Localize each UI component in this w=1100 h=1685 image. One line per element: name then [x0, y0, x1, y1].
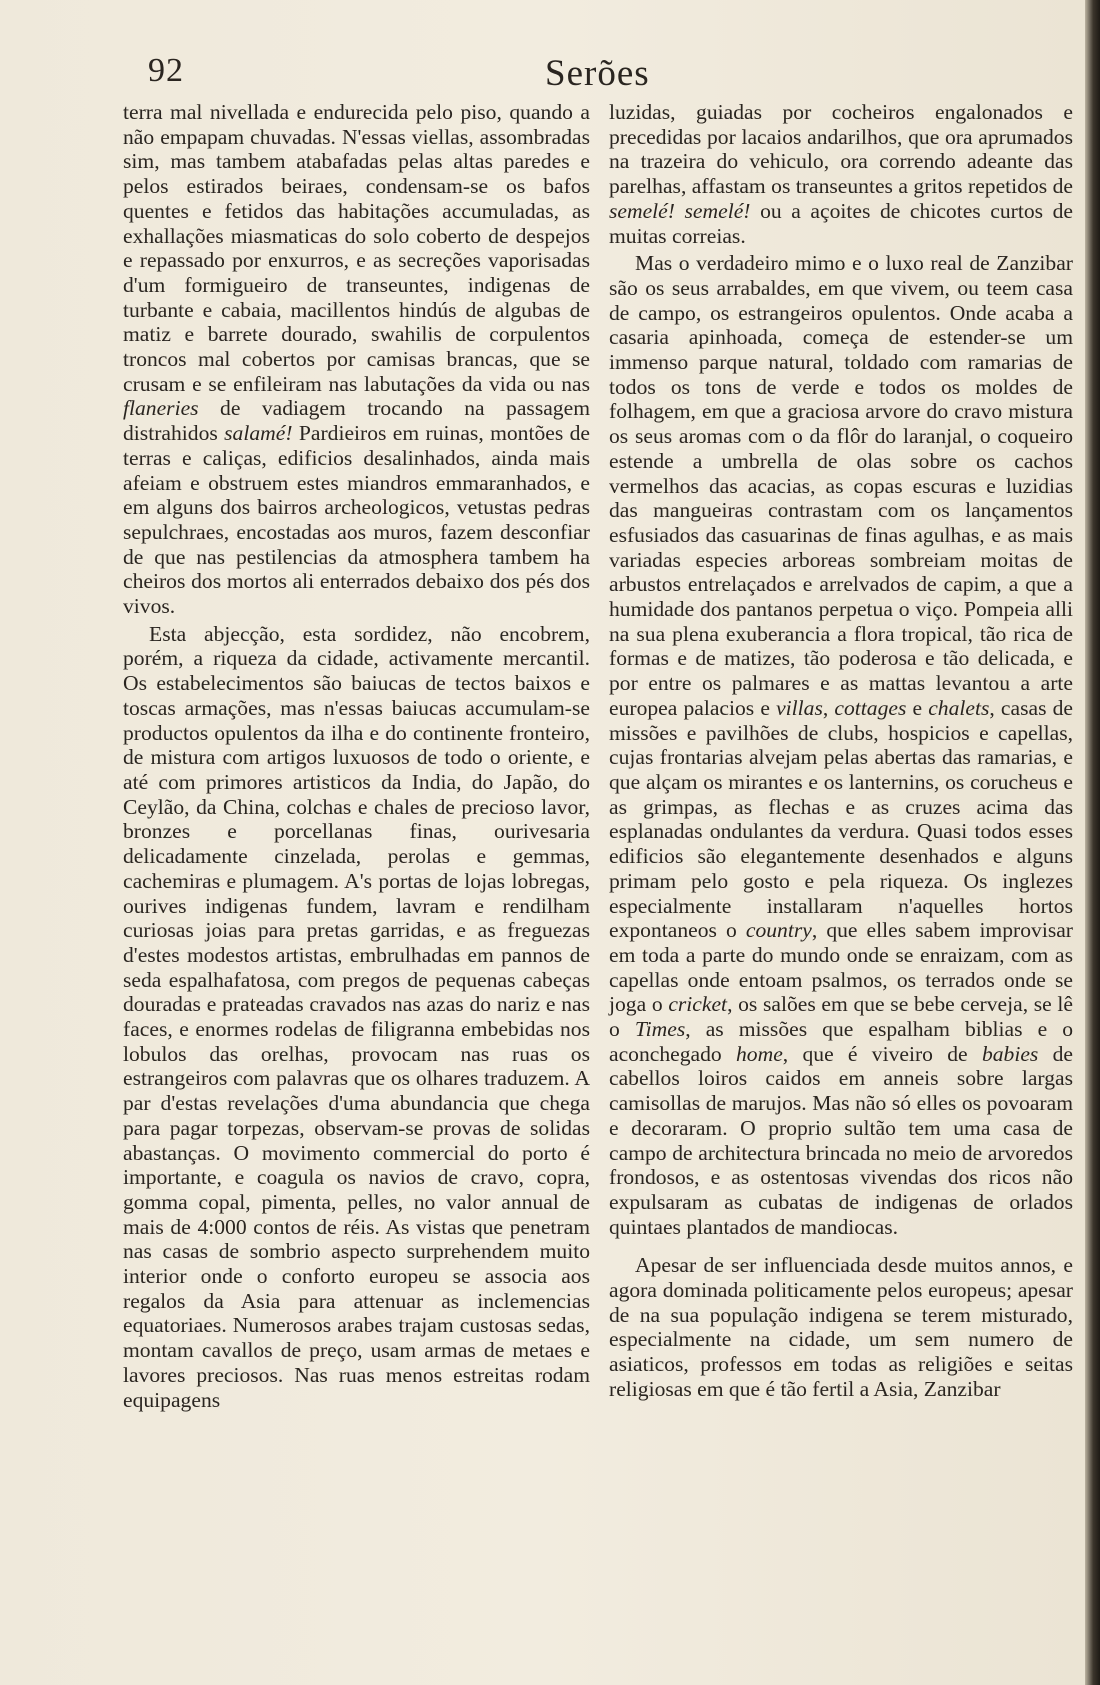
running-title: Serões: [545, 53, 650, 94]
italic-term: Times: [634, 1017, 686, 1042]
italic-term: salamé!: [224, 421, 293, 446]
paragraph: Mas o verdadeiro mimo e o luxo real de Zanzibar são os seus arrabaldes, em que vivem, ou teem casa de campo, os estrangeiros opulentos. Onde acaba a casaria apinhoada, começa de estender-se um immenso parque natural, toldado com ramarias de todos os tons de verde e todos os moldes de folhagem, em que a graciosa arvore do cravo mistura os seus aromas com o da flôr do laranjal, o coqueiro estende a umbrella de olas sobre os cachos vermelhos das acacias, as copas escuras e luzidias das mangueiras contrastam com os lançamentos esfusiados das casuarinas de finas agulhas, e as mais variadas especies arboreas sombreiam moitas de arbustos entrelaçados e arrelvados de capim, a que a humidade dos pantanos perpetua o viço. Pompeia alli na sua plena exuberancia a flora tropical, tão rica de formas e de matizes, tão poderosa e tão delicada, e por entre os palmares e as mattas levantou a arte europea palacios e villas, cottages e chalets, casas de missões e pavilhões de clubs, hospicios e capellas, cujas frontarias alvejam pelas abertas das ramarias, e que alçam os mirantes e os lanternins, os corucheus e as grimpas, as flechas e as cruzes acima das esplanadas ondulantes da verdura. Quasi todos esses edificios são elegantemente desenhados e alguns primam pelo gosto e pela riqueza. Os inglezes especialmente installaram n'aquelles hortos expontaneos o country, que elles sabem improvisar em toda a parte do mundo onde se enraizam, com as capellas onde entoam psalmos, os terrados onde se joga o cricket, os salões em que se bebe cerveja, se lê o Times, as missões que espalham biblias e o aconchegado home, que é viveiro de babies de cabellos loiros caidos em anneis sobre largas camisollas de marujos. Mas não só elles os povoaram e decoraram. O proprio sultão tem uma casa de campo de architectura brincada no meio de arvoredos frondosos, e as ostentosas vivendas dos ricos não expulsaram as cubatas de indigenas de orlados quintaes plantados de mandiocas.: [609, 251, 1074, 1239]
italic-term: country: [745, 918, 812, 943]
italic-term: cricket: [668, 992, 728, 1017]
paragraph: Esta abjecção, esta sordidez, não encobrem, porém, a riqueza da cidade, activamente mercantil. Os estabelecimentos são baiucas de tectos baixos e toscas armações, mas n'essas baiucas accumulam-se productos opulentos da ilha e do continente fronteiro, de mistura com artigos luxuosos de todo o oriente, e até com primores artisticos da India, do Japão, do Ceylão, da China, colchas e chales de precioso lavor, bronzes e porcellanas finas, ourivesaria delicadamente cinzelada, perolas e gemmas, cachemiras e plumagem. A's portas de lojas lobregas, ourives indigenas fundem, lavram e rendilham curiosas joias para pretas garridas, e as freguezas d'estes modestos artistas, embrulhadas em pannos de seda espalhafatosa, com pregos de pequenas cabeças douradas e prateadas cravados nas azas do nariz e nas faces, e enormes rodelas de filigranna embebidas nos lobulos das orelhas, provocam nas ruas os estrangeiros com palavras que os olhares traduzem. A par d'estas revelações d'uma abundancia que chega para pagar torpezas, observam-se provas de solidas abastanças. O movimento commercial do porto é importante, e coagula os navios de cravo, copra, gomma copal, pimenta, pelles, no valor annual de mais de 4:000 contos de réis. As vistas que penetram nas casas de sombrio aspecto surprehendem muito interior onde o conforto europeu se associa aos regalos da Asia para attenuar as inclemencias equatoriaes. Numerosos arabes trajam custosas sedas, montam cavallos de preço, usam armas de metaes e lavores preciosos. Nas ruas menos estreitas rodam equipagens: [123, 621, 590, 1412]
italic-term: semelé! semelé!: [609, 198, 751, 223]
page-header: [0, 52, 1085, 102]
paragraph: Apesar de ser influenciada desde muitos annos, e agora dominada politicamente pelos europeus; apesar de na sua população indigena se terem misturado, especialmente na cidade, um sem numero de asiaticos, professos em todas as religiões e seitas religiosas em que é tão fertil a Asia, Zanzibar: [609, 1253, 1073, 1401]
paragraph: luzidas, guiadas por cocheiros engalonados e precedidas por lacaios andarilhos, que ora aprumados na trazeira do vehiculo, ora correndo adeante das parelhas, affastam os transeuntes a gritos repetidos de semelé! semelé! ou a açoites de chicotes curtos de muitas correias.: [609, 100, 1074, 248]
page-number: 92: [148, 52, 184, 89]
italic-term: chalets: [928, 695, 990, 720]
left-column: [123, 100, 590, 1412]
italic-term: cottages: [834, 695, 907, 720]
italic-term: babies: [981, 1041, 1039, 1066]
italic-term: villas: [776, 695, 823, 720]
right-column: [609, 100, 1073, 1402]
page-edge: [1085, 0, 1100, 1685]
italic-term: flaneries: [123, 396, 199, 421]
paragraph: terra mal nivellada e endurecida pelo piso, quando a não empapam chuvadas. N'essas viellas, assombradas sim, mas tambem atabafadas pelas altas paredes e pelos estirados beiraes, condensam-se os bafos quentes e fetidos das habitações accumuladas, as exhallações miasmaticas do solo coberto de despejos e repassado por enxurros, e as secreções vaporisadas d'um formigueiro de transeuntes, indigenas de turbante e cabaia, macillentos hindús de algubas de matiz e barrete dourado, swahilis de corpulentos troncos mal cobertos por camisas brancas, que se crusam e se enfileiram nas labutações da vida ou nas flaneries de vadiagem trocando na passagem distrahidos salamé! Pardieiros em ruinas, montões de terras e caliças, edificios desalinhados, ainda mais afeiam e obstruem estes miandros emmaranhados, e em alguns dos bairros archeologicos, vetustas pedras sepulchraes, encostadas aos muros, fazem desconfiar de que nas pestilencias da atmosphera tambem ha cheiros dos mortos ali enterrados debaixo dos pés dos vivos.: [123, 100, 591, 619]
italic-term: home: [736, 1041, 783, 1066]
